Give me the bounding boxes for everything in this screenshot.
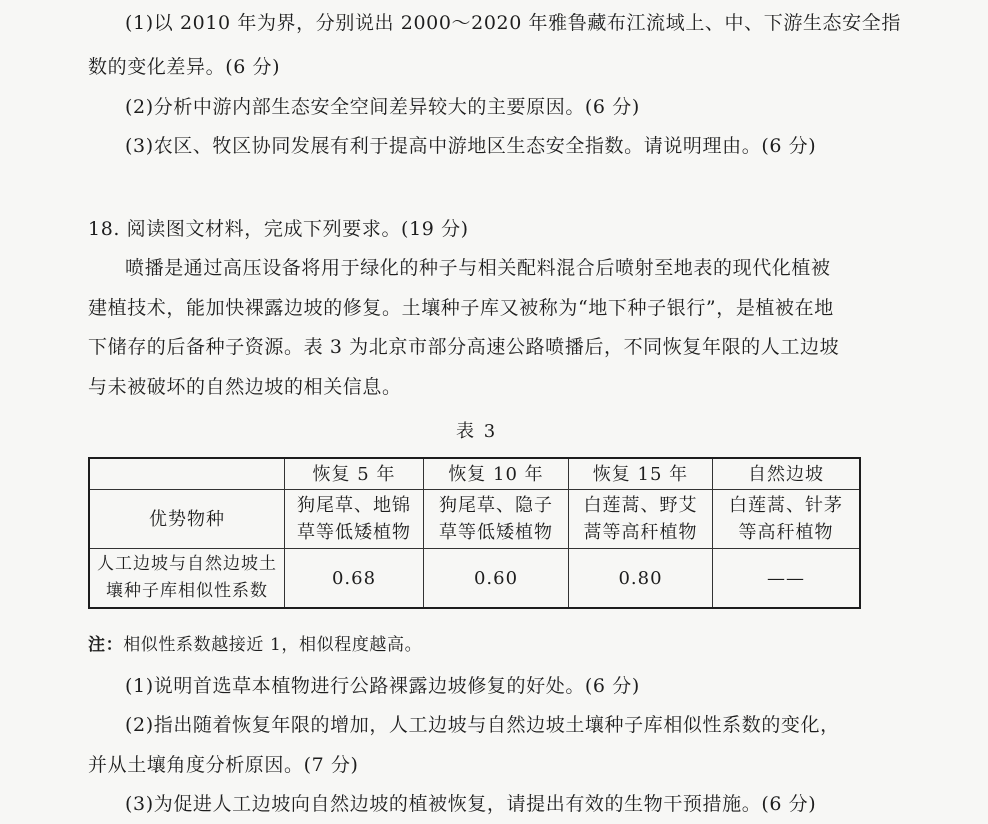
table-caption: 表 3 [456, 421, 498, 442]
species-cell-10yr-line1: 狗尾草、隐子 [439, 495, 553, 516]
note-text: 相似性系数越接近 1，相似程度越高。 [123, 635, 423, 655]
q18-para-line4: 与未被破坏的自然边坡的相关信息。 [88, 376, 402, 398]
table-3 [88, 457, 861, 609]
species-cell-10yr-line2: 草等低矮植物 [439, 522, 553, 543]
q18-sub1: (1)说明首选草本植物进行公路裸露边坡修复的好处。(6 分) [125, 675, 640, 697]
row-label-similarity-line2: 壤种子库相似性系数 [106, 581, 268, 601]
q18-para-line3: 下储存的后备种子资源。表 3 为北京市部分高速公路喷播后，不同恢复年限的人工边坡 [88, 336, 840, 358]
table-header-10yr: 恢复 10 年 [424, 458, 569, 490]
q17-sub2: (2)分析中游内部生态安全空间差异较大的主要原因。(6 分) [125, 96, 640, 118]
table-note [88, 632, 422, 658]
species-cell-5yr-line1: 狗尾草、地锦 [297, 495, 411, 516]
q17-sub3: (3)农区、牧区协同发展有利于提高中游地区生态安全指数。请说明理由。(6 分) [125, 135, 817, 157]
similarity-value-15yr: 0.80 [569, 549, 713, 609]
row-label-similarity-line1: 人工边坡与自然边坡土 [97, 554, 277, 574]
similarity-value-natural: —— [713, 549, 861, 609]
row-label-similarity [89, 549, 285, 609]
table-header-empty [89, 458, 285, 490]
table-header-row [89, 458, 860, 490]
q17-sub1-line2: 数的变化差异。(6 分) [88, 56, 281, 78]
similarity-value-10yr: 0.60 [424, 549, 569, 609]
species-cell-5yr [285, 490, 424, 549]
species-cell-5yr-line2: 草等低矮植物 [297, 522, 411, 543]
row-label-species: 优势物种 [89, 490, 285, 549]
species-cell-15yr-line1: 白莲蒿、野艾 [583, 495, 698, 516]
note-label: 注： [88, 635, 124, 655]
species-cell-natural-line2: 等高秆植物 [738, 522, 834, 543]
species-cell-natural-line1: 白莲蒿、针茅 [729, 495, 843, 516]
q18-sub2-line2: 并从土壤角度分析原因。(7 分) [88, 754, 359, 776]
species-cell-15yr-line2: 蒿等高秆植物 [583, 522, 698, 543]
species-cell-15yr [569, 490, 713, 549]
q17-sub1-line1: (1)以 2010 年为界，分别说出 2000～2020 年雅鲁藏布江流域上、中、下游生态安全指 [125, 12, 901, 34]
table-row-species [89, 490, 860, 549]
table-row-similarity [89, 549, 860, 609]
species-cell-natural [713, 490, 861, 549]
q18-para-line1: 喷播是通过高压设备将用于绿化的种子与相关配料混合后喷射至地表的现代化植被 [125, 257, 831, 279]
q18-para-line2: 建植技术，能加快裸露边坡的修复。土壤种子库又被称为“地下种子银行”，是植被在地 [88, 297, 834, 319]
table-header-natural: 自然边坡 [713, 458, 861, 490]
table-header-5yr: 恢复 5 年 [285, 458, 424, 490]
q18-sub3: (3)为促进人工边坡向自然边坡的植被恢复，请提出有效的生物干预措施。(6 分) [125, 793, 817, 815]
similarity-value-5yr: 0.68 [285, 549, 424, 609]
species-cell-10yr [424, 490, 569, 549]
q18-sub2-line1: (2)指出随着恢复年限的增加，人工边坡与自然边坡土壤种子库相似性系数的变化， [125, 714, 840, 736]
table-header-15yr: 恢复 15 年 [569, 458, 713, 490]
q18-heading: 18. 阅读图文材料，完成下列要求。(19 分) [88, 218, 469, 240]
